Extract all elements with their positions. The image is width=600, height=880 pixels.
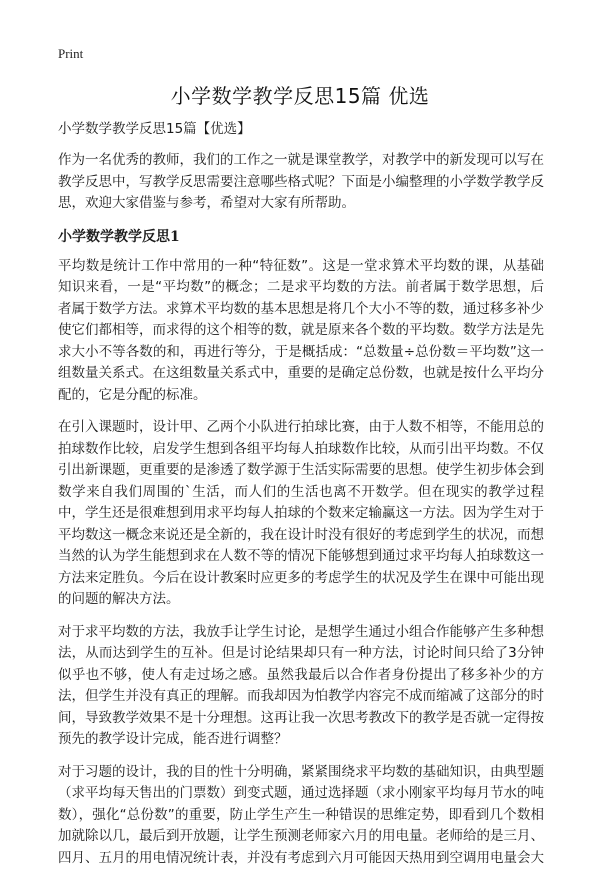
body-paragraph-3: 对于求平均数的方法，我放手让学生讨论，是想学生通过小组合作能够产生多种想法，从而达到学生的互补。但是讨论结果却只有一种方法，讨论时间只给了3分钟似乎也不够，使人有走过场之感。虽然我最后以合作者身份提出了移多补少的方法，但学生并没有真正的理解。而我却因为怕教学内容完不成而缩减了这部分的时间，导致教学效果不是十分理想。这再让我一次思考教改下的教学是否就一定得按预先的教学设计完成，能否进行调整？ bbox=[58, 623, 544, 747]
article-subtitle: 小学数学教学反思15篇【优选】 bbox=[58, 121, 251, 137]
article-body bbox=[58, 118, 544, 880]
page-title: 小学数学教学反思15篇 优选 bbox=[170, 84, 430, 108]
body-paragraph-2: 在引入课题时，设计甲、乙两个小队进行拍球比赛，由于人数不相等，不能用总的拍球数作比较，启发学生想到各组平均每人拍球数作比较，从而引出平均数。不仅引出新课题，更重要的是渗透了数学源于生活实际需要的思想。使学生初步体会到数学来自我们周围的`生活，而人们的生活也离不开数学。但在现实的教学过程中，学生还是很难想到用求平均每人拍球的个数来定输赢这一方法。因为学生对于平均数这一概念来说还是全新的，我在设计时没有很好的考虑到学生的状况，而想当然的认为学生能想到求在人数不等的情况下能够想到通过求平均每人拍球数这一方法来定胜负。今后在设计教案时应更多的考虑学生的状况及学生在课中可能出现的问题的解决方法。 bbox=[58, 419, 544, 607]
intro-paragraph: 作为一名优秀的教师，我们的工作之一就是课堂教学，对教学中的新发现可以写在教学反思中，写教学反思需要注意哪些格式呢？下面是小编整理的小学数学教学反思，欢迎大家借鉴与参考，希望对大家有所帮助。 bbox=[58, 152, 544, 211]
body-paragraph-4: 对于习题的设计，我的目的性十分明确，紧紧围绕求平均数的基础知识，由典型题（求平均每天售出的门票数）到变式题，通过选择题（求小刚家平均每月节水的吨数），强化“总份数”的重要，防止学生产生一种错误的思维定势，即看到几个数相加就除以几，最后到开放题，让学生预测老师家六月的用电量。老师给的是三月、四月、五月的用电情况统计表，并没有考虑到六月可能因天热用到空调用电量会大 bbox=[58, 763, 544, 866]
section-heading: 小学数学教学反思1 bbox=[58, 228, 180, 245]
print-button[interactable]: Print bbox=[58, 46, 84, 61]
body-paragraph-1: 平均数是统计工作中常用的一种“特征数”。这是一堂求算术平均数的课，从基础知识来看，一是“平均数”的概念；二是求平均数的方法。前者属于数学思想，后者属于数学方法。求算术平均数的基本思想是将几个大小不等的数，通过移多补少使它们都相等，而求得的这个相等的数，就是原来各个数的平均数。数学方法是先求大小不等各数的和，再进行等分，于是概括成：“总数量÷总份数＝平均数”这一组数量关系式。在这组数量关系式中，重要的是确定总份数，也就是按什么平均分配的，它是分配的标准。 bbox=[58, 257, 544, 403]
